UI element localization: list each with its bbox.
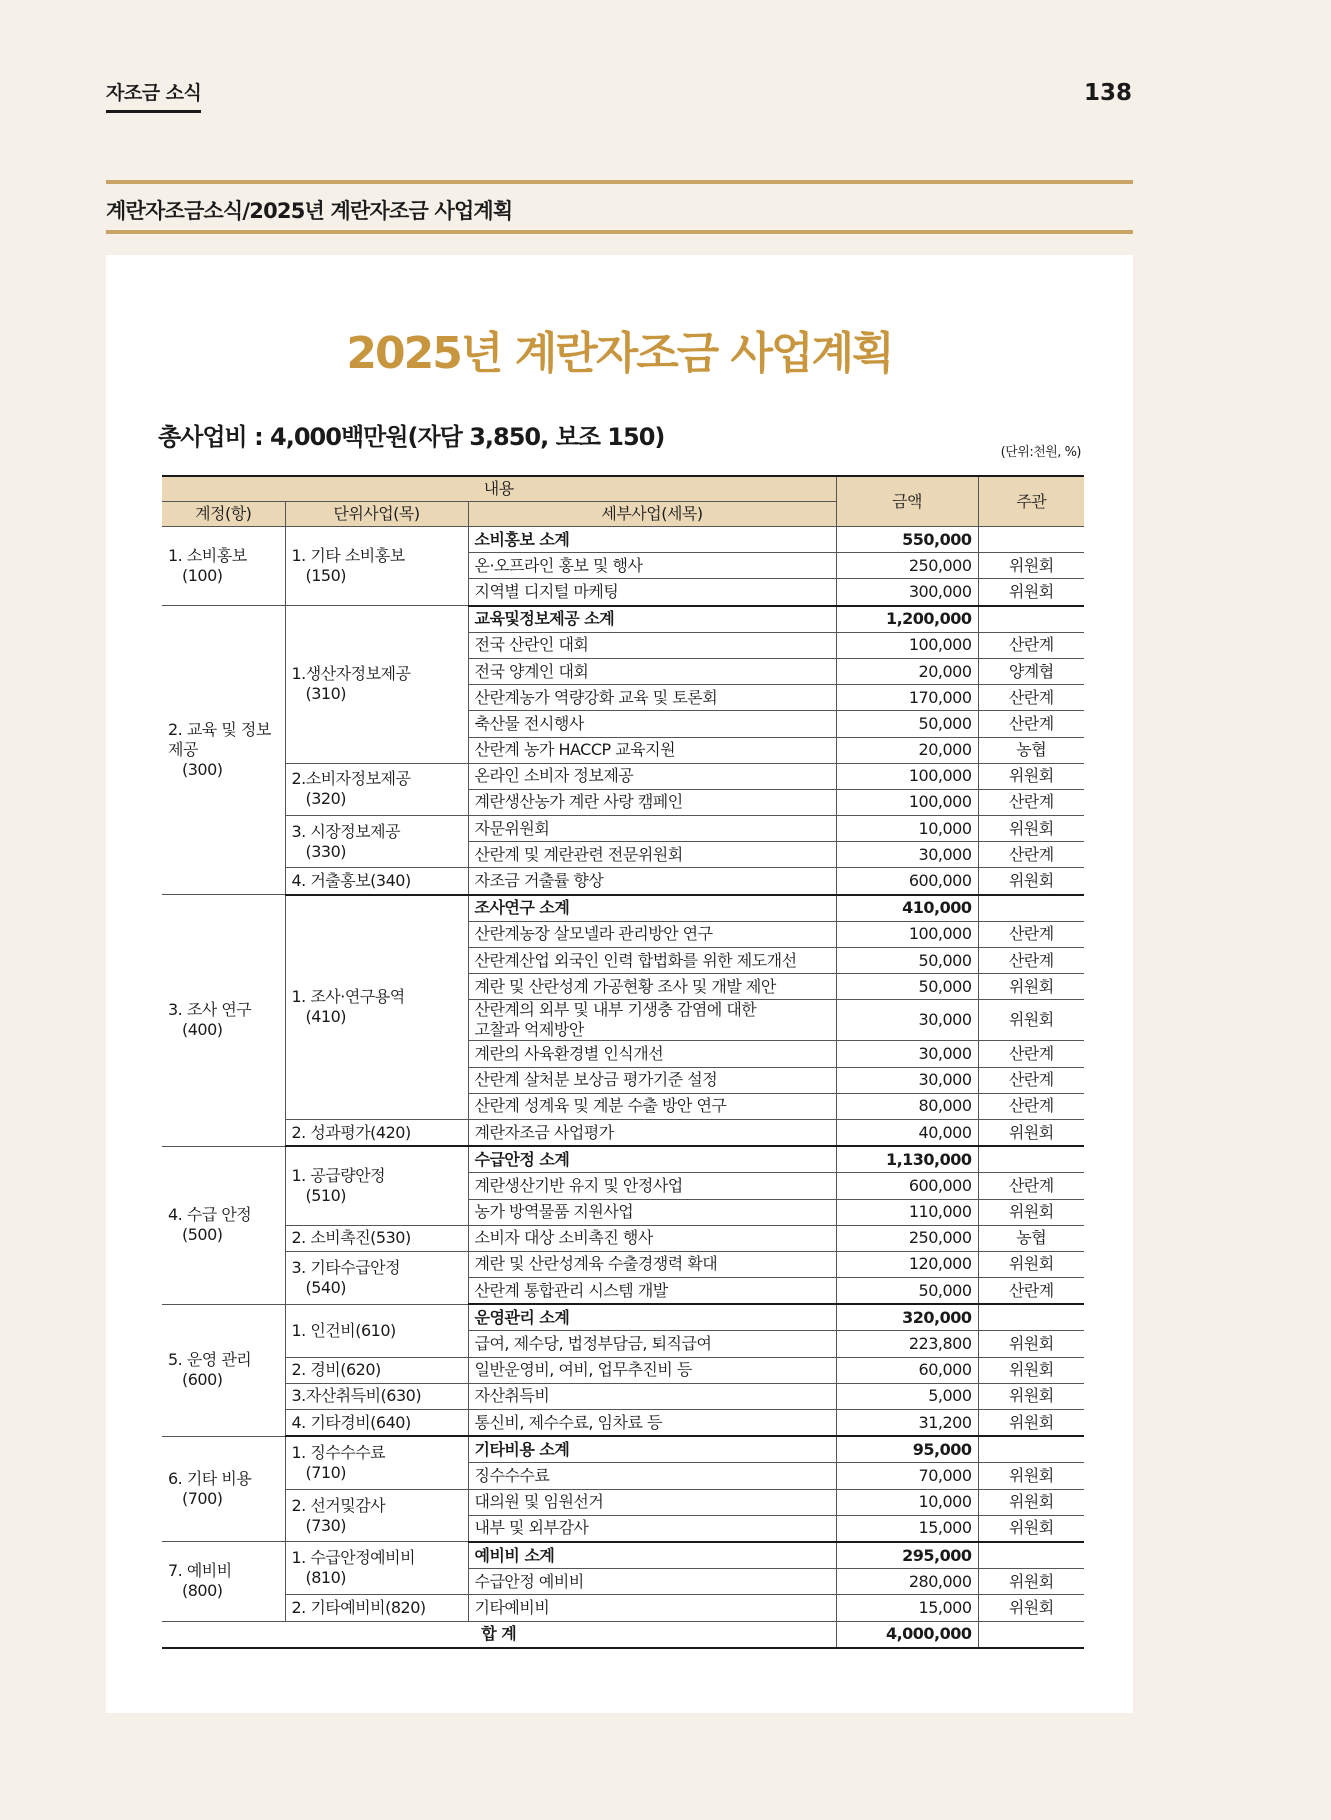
- unit-business-cell: [285, 1304, 468, 1357]
- detail-text: 산란계 통합관리 시스템 개발: [474, 1280, 668, 1300]
- detail-text: 수급안정 소계: [474, 1149, 570, 1169]
- account-name: 3. 조사 연구: [168, 1000, 252, 1020]
- detail-cell: [468, 553, 836, 579]
- amount-cell: 250,000: [836, 553, 978, 579]
- amount-cell: 600,000: [836, 1173, 978, 1199]
- detail-text: 조사연구 소계: [474, 898, 570, 918]
- account-name: 4. 수급 안정: [168, 1205, 252, 1225]
- amount-cell: 10,000: [836, 1489, 978, 1515]
- detail-cell: [468, 1569, 836, 1595]
- detail-cell: [468, 816, 836, 842]
- organizer-cell: 농협: [978, 737, 1084, 763]
- detail-text: 전국 산란인 대회: [474, 635, 589, 655]
- detail-cell: [468, 842, 836, 868]
- unit-business-name: 2. 경비(620): [291, 1360, 381, 1380]
- organizer-cell: 산란계: [978, 632, 1084, 658]
- amount-cell: 50,000: [836, 974, 978, 1000]
- page-title: 2025년 계란자조금 사업계획: [346, 328, 893, 379]
- detail-text: 온라인 소비자 정보제공: [474, 766, 634, 786]
- account-code: (100): [182, 566, 223, 586]
- account-code: (800): [182, 1581, 223, 1601]
- account-cell: [162, 527, 285, 606]
- detail-text: 온·오프라인 홍보 및 행사: [474, 555, 643, 575]
- detail-cell: [468, 1304, 836, 1331]
- detail-cell: [468, 895, 836, 922]
- amount-cell: 20,000: [836, 737, 978, 763]
- detail-text: 자조금 거출률 향상: [474, 871, 604, 891]
- organizer-cell: 위원회: [978, 1357, 1084, 1383]
- section-label: 자조금 소식: [106, 78, 201, 113]
- unit-business-name: 1.생산자정보제공: [291, 664, 411, 684]
- detail-cell: [468, 1542, 836, 1569]
- amount-cell: 223,800: [836, 1331, 978, 1357]
- unit-business-code: (330): [305, 841, 347, 861]
- amount-cell: 280,000: [836, 1569, 978, 1595]
- amount-cell: 95,000: [836, 1436, 978, 1463]
- table-row: [162, 868, 1084, 895]
- account-code: (700): [182, 1489, 223, 1509]
- detail-text-2: 고찰과 억제방안: [474, 1020, 584, 1040]
- organizer-cell: 산란계: [978, 1067, 1084, 1093]
- header-account: 계정(항): [162, 502, 285, 527]
- unit-business-cell: [285, 1251, 468, 1304]
- unit-business-name: 2. 선거및감사: [291, 1495, 386, 1515]
- detail-cell: [468, 1595, 836, 1621]
- table-row: [162, 1119, 1084, 1146]
- unit-business-code: (710): [305, 1462, 347, 1482]
- page-number: 138: [1083, 80, 1132, 106]
- account-cell: [162, 606, 285, 895]
- detail-text: 교육및정보제공 소계: [474, 609, 615, 629]
- detail-cell: [468, 763, 836, 789]
- detail-cell: [468, 1383, 836, 1409]
- unit-business-cell: [285, 816, 468, 868]
- detail-text: 예비비 소계: [474, 1545, 555, 1565]
- account-cell: [162, 1436, 285, 1542]
- unit-business-name: 4. 거출홍보(340): [291, 871, 411, 891]
- detail-text: 산란계 농가 HACCP 교육지원: [474, 740, 676, 760]
- table-row: [162, 1542, 1084, 1569]
- organizer-cell: 위원회: [978, 1331, 1084, 1357]
- detail-cell: [468, 1357, 836, 1383]
- account-name: 1. 소비홍보: [168, 546, 247, 566]
- table-row: [162, 1225, 1084, 1251]
- amount-cell: 30,000: [836, 1000, 978, 1041]
- amount-cell: 31,200: [836, 1410, 978, 1437]
- unit-business-cell: [285, 1225, 468, 1251]
- account-code: (400): [182, 1020, 223, 1040]
- amount-cell: 50,000: [836, 1278, 978, 1305]
- organizer-cell: 위원회: [978, 1251, 1084, 1277]
- detail-text: 산란계농가 역량강화 교육 및 토론회: [474, 687, 718, 707]
- detail-text: 내부 및 외부감사: [474, 1518, 589, 1538]
- amount-cell: 40,000: [836, 1119, 978, 1146]
- unit-business-name: 2. 소비촉진(530): [291, 1228, 411, 1248]
- table-row: [162, 1146, 1084, 1173]
- detail-cell: [468, 1515, 836, 1542]
- unit-business-cell: [285, 763, 468, 815]
- detail-cell: [468, 527, 836, 553]
- detail-cell: [468, 632, 836, 658]
- table-row: [162, 1304, 1084, 1331]
- account-code: (600): [182, 1370, 223, 1390]
- unit-business-code: (410): [305, 1007, 347, 1027]
- detail-text: 산란계 살처분 보상금 평가기준 설정: [474, 1070, 718, 1090]
- budget-table: [162, 475, 1084, 1649]
- organizer-cell: [978, 1146, 1084, 1173]
- amount-cell: 30,000: [836, 1041, 978, 1067]
- detail-text: 계란 및 산란성계 가공현황 조사 및 개발 제안: [474, 976, 776, 996]
- amount-cell: 410,000: [836, 895, 978, 922]
- amount-cell: 30,000: [836, 842, 978, 868]
- account-cell: [162, 895, 285, 1147]
- organizer-cell: 위원회: [978, 1489, 1084, 1515]
- organizer-cell: 위원회: [978, 868, 1084, 895]
- organizer-cell: 산란계: [978, 1173, 1084, 1199]
- amount-cell: 300,000: [836, 579, 978, 606]
- detail-cell: [468, 685, 836, 711]
- unit-business-cell: [285, 606, 468, 764]
- grand-total-amount: 4,000,000: [836, 1621, 978, 1648]
- amount-cell: 110,000: [836, 1199, 978, 1225]
- detail-text: 전국 양계인 대회: [474, 661, 589, 681]
- table-row: [162, 1595, 1084, 1621]
- detail-text: 운영관리 소계: [474, 1307, 570, 1327]
- unit-business-name: 1. 기타 소비홍보: [291, 546, 405, 566]
- organizer-cell: 위원회: [978, 1463, 1084, 1489]
- amount-cell: 600,000: [836, 868, 978, 895]
- organizer-cell: 산란계: [978, 1278, 1084, 1305]
- amount-cell: 80,000: [836, 1093, 978, 1119]
- detail-cell: [468, 1251, 836, 1277]
- detail-text: 급여, 제수당, 법정부담금, 퇴직급여: [474, 1334, 712, 1354]
- header-organizer: 주관: [978, 476, 1084, 527]
- amount-cell: 60,000: [836, 1357, 978, 1383]
- detail-text: 수급안정 예비비: [474, 1571, 584, 1591]
- unit-business-cell: [285, 527, 468, 606]
- detail-text: 대의원 및 임원선거: [474, 1492, 604, 1512]
- amount-cell: 15,000: [836, 1595, 978, 1621]
- detail-cell: [468, 974, 836, 1000]
- detail-text: 기타비용 소계: [474, 1439, 570, 1459]
- detail-cell: [468, 1146, 836, 1173]
- unit-business-name: 2. 성과평가(420): [291, 1122, 411, 1142]
- breadcrumb: 계란자조금소식/2025년 계란자조금 사업계획: [106, 199, 513, 223]
- organizer-cell: 위원회: [978, 816, 1084, 842]
- table-row: [162, 527, 1084, 553]
- organizer-cell: [978, 1542, 1084, 1569]
- amount-cell: 250,000: [836, 1225, 978, 1251]
- unit-business-name: 4. 기타경비(640): [291, 1412, 411, 1432]
- detail-cell: [468, 948, 836, 974]
- unit-business-cell: [285, 1357, 468, 1383]
- detail-text: 계란자조금 사업평가: [474, 1122, 614, 1142]
- amount-cell: 15,000: [836, 1515, 978, 1542]
- organizer-cell: 산란계: [978, 921, 1084, 947]
- detail-text: 지역별 디지털 마케팅: [474, 581, 619, 601]
- detail-text: 축산물 전시행사: [474, 713, 584, 733]
- unit-business-name: 3.자산취득비(630): [291, 1386, 422, 1406]
- amount-cell: 1,200,000: [836, 606, 978, 633]
- detail-cell: [468, 1199, 836, 1225]
- unit-business-code: (540): [305, 1277, 347, 1297]
- organizer-cell: [978, 1304, 1084, 1331]
- table-row: [162, 1251, 1084, 1277]
- detail-text: 소비홍보 소계: [474, 529, 570, 549]
- unit-business-cell: [285, 1410, 468, 1437]
- unit-business-cell: [285, 868, 468, 895]
- table-row: [162, 1410, 1084, 1437]
- grand-total-row: [162, 1621, 1084, 1648]
- header-unit-business: 단위사업(목): [285, 502, 468, 527]
- budget-body: [162, 527, 1084, 1622]
- amount-cell: 5,000: [836, 1383, 978, 1409]
- amount-cell: 30,000: [836, 1067, 978, 1093]
- detail-text: 통신비, 제수수료, 임차료 등: [474, 1412, 662, 1432]
- header-amount: 금액: [836, 476, 978, 527]
- organizer-cell: 위원회: [978, 579, 1084, 606]
- table-row: [162, 606, 1084, 633]
- unit-note: (단위:천원, %): [1000, 445, 1081, 460]
- organizer-cell: 위원회: [978, 763, 1084, 789]
- divider-bottom: [106, 230, 1133, 234]
- unit-business-cell: [285, 1383, 468, 1409]
- detail-text: 소비자 대상 소비촉진 행사: [474, 1228, 653, 1248]
- account-name: 5. 운영 관리: [168, 1350, 252, 1370]
- account-name: 7. 예비비: [168, 1561, 232, 1581]
- amount-cell: 20,000: [836, 658, 978, 684]
- organizer-cell: 위원회: [978, 1595, 1084, 1621]
- detail-cell: [468, 579, 836, 606]
- header-content: 내용: [162, 476, 836, 502]
- table-row: [162, 763, 1084, 789]
- detail-text: 산란계산업 외국인 인력 합법화를 위한 제도개선: [474, 950, 797, 970]
- detail-cell: [468, 1093, 836, 1119]
- organizer-cell: 양계협: [978, 658, 1084, 684]
- organizer-cell: 산란계: [978, 842, 1084, 868]
- detail-text: 계란 및 산란성계육 수출경쟁력 확대: [474, 1254, 718, 1274]
- table-row: [162, 895, 1084, 922]
- amount-cell: 70,000: [836, 1463, 978, 1489]
- account-cell: [162, 1304, 285, 1436]
- organizer-cell: 위원회: [978, 1569, 1084, 1595]
- detail-cell: [468, 658, 836, 684]
- amount-cell: 550,000: [836, 527, 978, 553]
- detail-cell: [468, 1041, 836, 1067]
- detail-text: 산란계농장 살모넬라 관리방안 연구: [474, 924, 713, 944]
- detail-cell: [468, 1331, 836, 1357]
- organizer-cell: 농협: [978, 1225, 1084, 1251]
- detail-cell: [468, 1278, 836, 1305]
- unit-business-name: 2.소비자정보제공: [291, 769, 411, 789]
- detail-cell: [468, 789, 836, 815]
- unit-business-name: 2. 기타예비비(820): [291, 1597, 426, 1617]
- table-row: [162, 1383, 1084, 1409]
- account-name: 2. 교육 및 정보제공: [168, 720, 271, 760]
- unit-business-cell: [285, 1119, 468, 1146]
- detail-cell: [468, 1410, 836, 1437]
- unit-business-code: (510): [305, 1185, 347, 1205]
- amount-cell: 50,000: [836, 948, 978, 974]
- unit-business-name: 3. 기타수급안정: [291, 1257, 401, 1277]
- unit-business-name: 1. 공급량안정: [291, 1165, 386, 1185]
- detail-cell: [468, 711, 836, 737]
- unit-business-cell: [285, 1542, 468, 1595]
- unit-business-cell: [285, 1146, 468, 1225]
- grand-total-org: [978, 1621, 1084, 1648]
- organizer-cell: [978, 1436, 1084, 1463]
- organizer-cell: 위원회: [978, 974, 1084, 1000]
- unit-business-name: 1. 인건비(610): [291, 1320, 396, 1340]
- detail-cell: [468, 1119, 836, 1146]
- account-code: (300): [182, 760, 223, 780]
- organizer-cell: 위원회: [978, 1199, 1084, 1225]
- amount-cell: 170,000: [836, 685, 978, 711]
- amount-cell: 100,000: [836, 632, 978, 658]
- detail-text: 계란생산기반 유지 및 안정사업: [474, 1175, 683, 1195]
- amount-cell: 10,000: [836, 816, 978, 842]
- organizer-cell: 산란계: [978, 685, 1084, 711]
- detail-cell: [468, 868, 836, 895]
- organizer-cell: 위원회: [978, 1383, 1084, 1409]
- detail-text: 기타예비비: [474, 1597, 550, 1617]
- amount-cell: 320,000: [836, 1304, 978, 1331]
- divider-top: [106, 180, 1133, 184]
- detail-cell: [468, 1436, 836, 1463]
- unit-business-code: (150): [305, 566, 347, 586]
- detail-text: 계란의 사육환경별 인식개선: [474, 1043, 664, 1063]
- unit-business-code: (810): [305, 1568, 347, 1588]
- detail-cell: [468, 606, 836, 633]
- detail-cell: [468, 1225, 836, 1251]
- amount-cell: 1,130,000: [836, 1146, 978, 1173]
- grand-total-label: 합 계: [162, 1621, 836, 1648]
- account-name: 6. 기타 비용: [168, 1469, 252, 1489]
- organizer-cell: 위원회: [978, 1515, 1084, 1542]
- table-row: [162, 816, 1084, 842]
- unit-business-code: (310): [305, 684, 347, 704]
- amount-cell: 120,000: [836, 1251, 978, 1277]
- organizer-cell: 산란계: [978, 948, 1084, 974]
- account-cell: [162, 1146, 285, 1304]
- account-code: (500): [182, 1225, 223, 1245]
- detail-cell: [468, 1463, 836, 1489]
- table-row: [162, 1357, 1084, 1383]
- detail-cell: [468, 1173, 836, 1199]
- unit-business-cell: [285, 895, 468, 1120]
- amount-cell: 50,000: [836, 711, 978, 737]
- detail-text: 자문위원회: [474, 818, 550, 838]
- detail-text: 농가 방역물품 지원사업: [474, 1202, 634, 1222]
- organizer-cell: 위원회: [978, 1410, 1084, 1437]
- organizer-cell: 산란계: [978, 1093, 1084, 1119]
- organizer-cell: 산란계: [978, 789, 1084, 815]
- detail-cell: [468, 1000, 836, 1041]
- organizer-cell: 위원회: [978, 553, 1084, 579]
- total-budget: 총사업비 : 4,000백만원(자담 3,850, 보조 150): [158, 423, 665, 451]
- table-row: [162, 1436, 1084, 1463]
- unit-business-code: (320): [305, 789, 347, 809]
- detail-cell: [468, 737, 836, 763]
- detail-text: 자산취득비: [474, 1386, 550, 1406]
- detail-cell: [468, 921, 836, 947]
- organizer-cell: 위원회: [978, 1000, 1084, 1041]
- unit-business-cell: [285, 1595, 468, 1621]
- header-detail: 세부사업(세목): [468, 502, 836, 527]
- account-cell: [162, 1542, 285, 1621]
- table-row: [162, 1489, 1084, 1515]
- amount-cell: 295,000: [836, 1542, 978, 1569]
- detail-text: 계란생산농가 계란 사랑 캠페인: [474, 792, 683, 812]
- unit-business-name: 1. 징수수수료: [291, 1442, 386, 1462]
- unit-business-name: 1. 조사·연구용역: [291, 987, 405, 1007]
- organizer-cell: [978, 527, 1084, 553]
- unit-business-cell: [285, 1489, 468, 1542]
- organizer-cell: 위원회: [978, 1119, 1084, 1146]
- amount-cell: 100,000: [836, 789, 978, 815]
- amount-cell: 100,000: [836, 763, 978, 789]
- unit-business-name: 1. 수급안정예비비: [291, 1548, 416, 1568]
- organizer-cell: 산란계: [978, 1041, 1084, 1067]
- detail-text: 산란계 성계육 및 계분 수출 방안 연구: [474, 1096, 727, 1116]
- organizer-cell: [978, 895, 1084, 922]
- detail-text: 일반운영비, 여비, 업무추진비 등: [474, 1360, 692, 1380]
- detail-cell: [468, 1067, 836, 1093]
- amount-cell: 100,000: [836, 921, 978, 947]
- detail-text: 산란계 및 계란관련 전문위원회: [474, 844, 683, 864]
- detail-cell: [468, 1489, 836, 1515]
- detail-text: 산란계의 외부 및 내부 기생충 감염에 대한: [474, 1000, 757, 1020]
- organizer-cell: 산란계: [978, 711, 1084, 737]
- unit-business-code: (730): [305, 1515, 347, 1535]
- unit-business-name: 3. 시장정보제공: [291, 821, 401, 841]
- organizer-cell: [978, 606, 1084, 633]
- detail-text: 징수수수료: [474, 1465, 550, 1485]
- content-card: [106, 255, 1133, 1713]
- unit-business-cell: [285, 1436, 468, 1489]
